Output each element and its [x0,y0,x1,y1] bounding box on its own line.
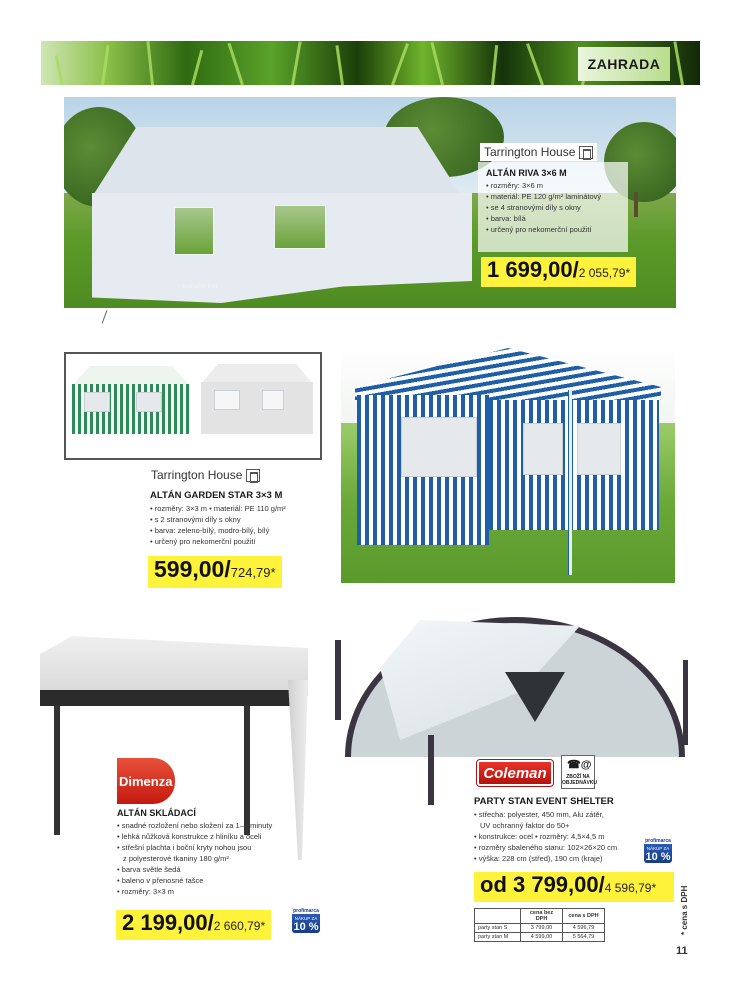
price-tag-event-shelter [474,872,674,902]
price-main: 599,00/ [154,556,231,582]
vat-footnote: * cena s DPH [680,885,689,935]
product-info-garden-star [150,490,330,547]
feature-list: • rozměry: 3×6 m • materiál: PE 120 g/m² laminátový • se 4 stranovými díly s okny • barva: bílá • určený pro nekomerční použití [486,180,620,235]
discount-badge: profimarca NÁKUP ZA 10 % [645,838,671,863]
price-with-vat: 2 055,79* [578,266,631,280]
color-variants-frame [64,352,322,460]
feature-list: • střecha: polyester, 450 mm, Alu zátěr, UV ochranný faktor do 50+ • konstrukce: ocel • rozměry: 4,5×4,5 m • rozměry sbaleného stanu: 102×26×20 cm • výška: 228 cm (střed), 190 cm (kraje) [474,809,674,864]
price-main: od 3 799,00/ [480,872,605,897]
table-row: party stan S 3 799,00 4 596,79 [475,924,605,933]
order-only-badge: ☎@ ZBOŽÍ NA OBJEDNÁVKU [561,755,595,789]
price-with-vat: 724,79* [230,565,276,580]
size-price-table: cena bez DPH cena s DPH party stan S 3 799,00 4 596,79 party stan M 4 599,00 5 564,79 [474,908,605,942]
illustration-note: • ilustrační foto [178,284,218,290]
section-label: ZAHRADA [578,47,670,81]
house-brand-icon [246,469,260,482]
table-row: party stan M 4 599,00 5 564,79 [475,933,605,942]
product-title: ALTÁN SKLÁDACÍ [117,808,196,818]
product-info-altan-riva [478,162,628,252]
feature-list: • rozměry: 3×3 m • materiál: PE 110 g/m² • s 2 stranovými díly s okny • barva: zeleno-bílý, modro-bílý, bílý • určený pro nekomerční použití [150,503,330,547]
product-info-altan-skladaci [117,808,317,897]
price-tag-garden-star [148,556,282,588]
feature-list: • snadné rozložení nebo složení za 1–2 minuty • lehká nůžková konstrukce z hliníku a oceli • střešní plachta i boční kryty nohou jsou z polyesterové tkaniny 180 g/m² • barva světle šedá • baleno v přenosné tašce • rozměry: 3×3 m [117,820,317,897]
product-title: ALTÁN GARDEN STAR 3×3 M [150,490,283,501]
page-number: 11 [676,945,688,957]
product-photo-garden-star [341,345,675,583]
product-title: ALTÁN RIVA 3×6 M [486,168,567,178]
phone-email-icon: ☎@ [567,759,592,771]
brand-tarrington-house: Tarrington House [480,143,597,161]
decorative-line [102,310,108,323]
product-title: PARTY STAN EVENT SHELTER [474,796,614,807]
price-tag-altan-skladaci [116,910,271,940]
header-banner [41,41,700,85]
discount-badge: profimarca NÁKUP ZA 10 % [293,908,319,933]
brand-tarrington-house: Tarrington House [147,466,264,484]
price-tag-altan-riva [481,257,636,287]
price-main: 1 699,00/ [487,257,579,282]
brand-dimenza-logo: Dimenza [117,758,175,804]
house-brand-icon [579,146,593,159]
price-main: 2 199,00/ [122,910,214,935]
price-with-vat: 4 596,79* [604,881,657,895]
price-with-vat: 2 660,79* [213,919,266,933]
brand-coleman-logo: Coleman [477,760,553,786]
